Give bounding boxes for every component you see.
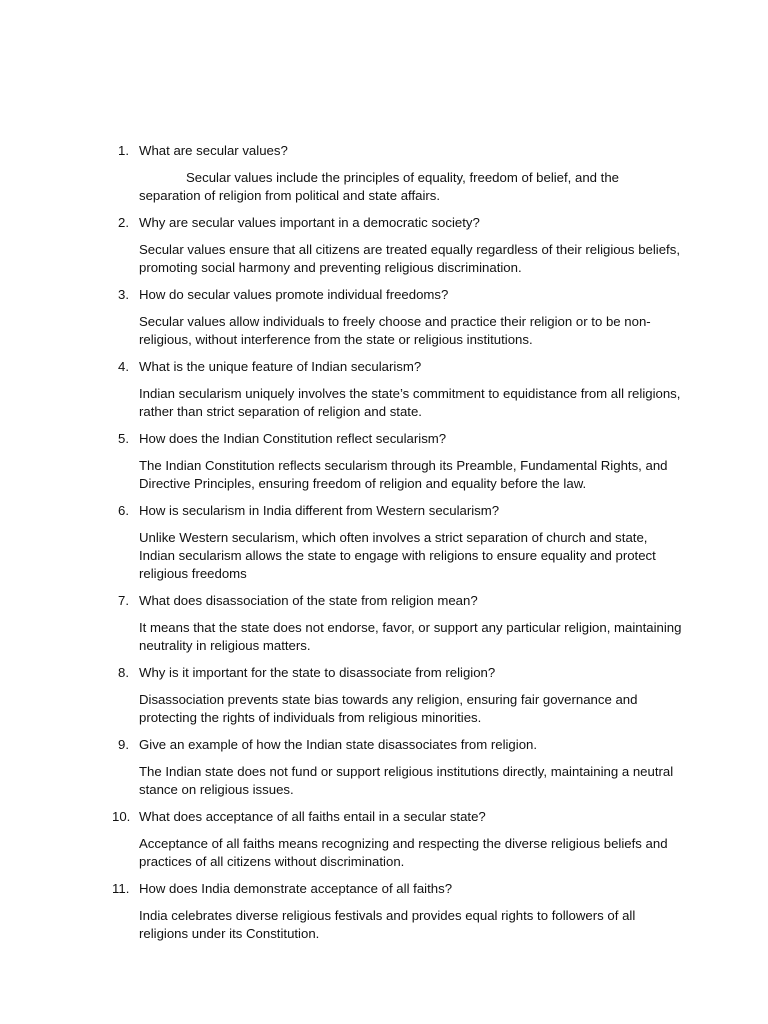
item-number: 3.	[118, 287, 129, 302]
qa-list	[112, 142, 682, 952]
item-number: 1.	[118, 143, 129, 158]
answer-text: Indian secularism uniquely involves the state’s commitment to equidistance from all religions, rather than strict separation of religion and state.	[139, 386, 681, 419]
answer-text: The Indian state does not fund or support religious institutions directly, maintaining a neutral stance on religious issues.	[139, 764, 674, 797]
item-number: 6.	[118, 503, 129, 518]
item-number: 4.	[118, 359, 129, 374]
item-number: 10.	[112, 809, 131, 824]
question-text: Why is it important for the state to disassociate from religion?	[139, 665, 496, 680]
answer-text: India celebrates diverse religious festivals and provides equal rights to followers of all religions under its Constitution.	[139, 908, 636, 941]
list-item	[112, 808, 682, 871]
list-item	[112, 358, 682, 421]
list-item	[112, 214, 682, 277]
item-number: 9.	[118, 737, 129, 752]
item-number: 8.	[118, 665, 129, 680]
list-item	[112, 592, 682, 655]
question-text: What is the unique feature of Indian secularism?	[139, 359, 422, 374]
answer-text: Secular values include the principles of equality, freedom of belief, and the separation of religion from political and state affairs.	[139, 170, 620, 203]
list-item	[112, 880, 682, 943]
item-number: 7.	[118, 593, 129, 608]
list-item	[112, 664, 682, 727]
answer-text: Secular values allow individuals to freely choose and practice their religion or to be non-religious, without interference from the state or religious institutions.	[139, 314, 651, 347]
answer-text: Unlike Western secularism, which often involves a strict separation of church and state, Indian secularism allows the state to engage with religions to ensure equality and protect religious freedoms	[139, 530, 656, 581]
answer-text: It means that the state does not endorse, favor, or support any particular religion, maintaining neutrality in religious matters.	[139, 620, 682, 653]
list-item	[112, 286, 682, 349]
list-item	[112, 736, 682, 799]
question-text: How is secularism in India different from Western secularism?	[139, 503, 500, 518]
list-item	[112, 502, 682, 583]
question-text: What does disassociation of the state from religion mean?	[139, 593, 478, 608]
question-text: Give an example of how the Indian state disassociates from religion.	[139, 737, 538, 752]
answer-text: Disassociation prevents state bias towards any religion, ensuring fair governance and protecting the rights of individuals from religious minorities.	[139, 692, 638, 725]
question-text: How does the Indian Constitution reflect secularism?	[139, 431, 447, 446]
item-number: 2.	[118, 215, 129, 230]
question-text: How do secular values promote individual freedoms?	[139, 287, 449, 302]
answer-text: Secular values ensure that all citizens are treated equally regardless of their religious beliefs, promoting social harmony and preventing religious discrimination.	[139, 242, 680, 275]
question-text: What does acceptance of all faiths entail in a secular state?	[139, 809, 486, 824]
item-number: 5.	[118, 431, 129, 446]
item-number: 11.	[112, 881, 130, 896]
answer-text: The Indian Constitution reflects secularism through its Preamble, Fundamental Rights, and Directive Principles, ensuring freedom of religion and equality before the law.	[139, 458, 668, 491]
question-text: Why are secular values important in a democratic society?	[139, 215, 480, 230]
answer-text: Acceptance of all faiths means recognizing and respecting the diverse religious beliefs and practices of all citizens without discrimination.	[139, 836, 668, 869]
question-text: What are secular values?	[139, 143, 288, 158]
question-text: How does India demonstrate acceptance of all faiths?	[139, 881, 453, 896]
list-item	[112, 142, 682, 205]
list-item	[112, 430, 682, 493]
